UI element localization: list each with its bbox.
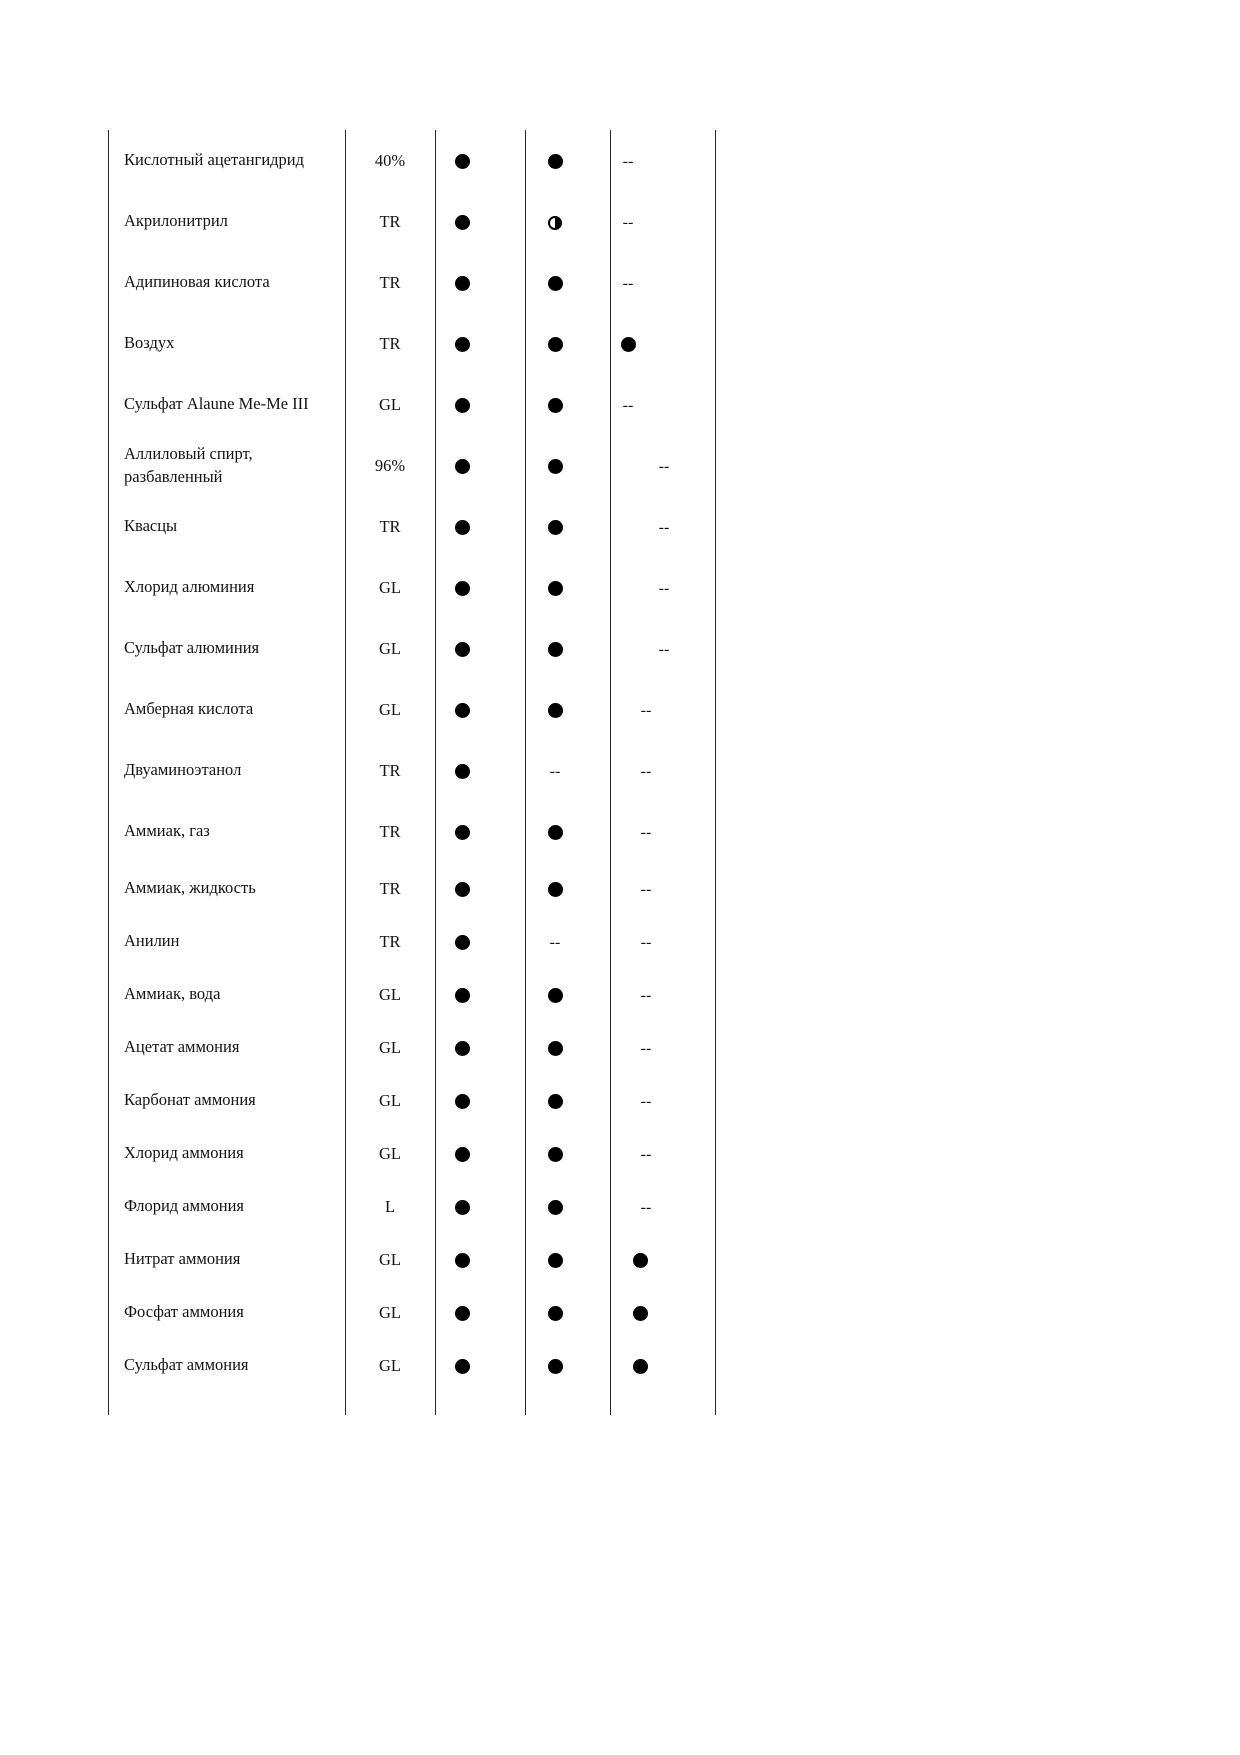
filled-circle-icon <box>548 825 563 840</box>
rating-cell <box>610 496 715 557</box>
chemical-name-cell: Сульфат Alaune Me-Me III <box>124 394 309 414</box>
filled-circle-icon <box>548 1359 563 1374</box>
filled-circle-icon <box>548 1200 563 1215</box>
concentration-cell: TR <box>379 878 401 898</box>
rating-cell <box>435 1074 525 1127</box>
rating-cell <box>525 252 610 313</box>
rating-cell <box>610 313 715 374</box>
table-row <box>108 191 715 252</box>
rating-cell <box>525 191 610 252</box>
rating-cell <box>610 801 715 862</box>
concentration-cell: GL <box>379 699 401 719</box>
chemical-name-cell: Сульфат алюминия <box>124 638 260 658</box>
rating-cell <box>435 862 525 915</box>
chemical-name-cell: Хлорид аммония <box>124 1143 244 1163</box>
rating-cell <box>610 1021 715 1074</box>
dash-value: -- <box>658 518 670 536</box>
chemical-resistance-table <box>108 130 715 1392</box>
chemical-name-cell: Воздух <box>124 333 175 353</box>
rating-cell <box>610 435 715 496</box>
dash-value: -- <box>622 152 634 170</box>
rating-cell <box>435 801 525 862</box>
table-row <box>108 915 715 968</box>
rating-cell <box>610 1286 715 1339</box>
dash-value: -- <box>658 640 670 658</box>
concentration-cell: GL <box>379 1037 401 1057</box>
chemical-name-cell: Карбонат аммония <box>124 1090 256 1110</box>
concentration-cell: GL <box>379 1090 401 1110</box>
rating-cell <box>610 1233 715 1286</box>
concentration-cell: TR <box>379 211 401 231</box>
concentration-cell: GL <box>379 1355 401 1375</box>
filled-circle-icon <box>455 398 470 413</box>
dash-value: -- <box>622 213 634 231</box>
rating-cell <box>435 374 525 435</box>
concentration-cell: GL <box>379 577 401 597</box>
rating-cell <box>525 1074 610 1127</box>
dash-value: -- <box>640 933 652 951</box>
filled-circle-icon <box>455 581 470 596</box>
concentration-cell: TR <box>379 931 401 951</box>
rating-cell <box>435 915 525 968</box>
dash-value: -- <box>622 274 634 292</box>
dash-value: -- <box>549 933 561 951</box>
filled-circle-icon <box>455 988 470 1003</box>
dash-value: -- <box>640 762 652 780</box>
filled-circle-icon <box>455 703 470 718</box>
rating-cell <box>435 313 525 374</box>
half-filled-circle-icon <box>548 216 562 230</box>
dash-value: -- <box>640 1198 652 1216</box>
chemical-name-cell: Хлорид алюминия <box>124 577 255 597</box>
rating-cell <box>435 130 525 191</box>
rating-cell <box>610 679 715 740</box>
chemical-name-cell: Акрилонитрил <box>124 211 228 231</box>
filled-circle-icon <box>548 459 563 474</box>
rating-cell <box>525 968 610 1021</box>
concentration-cell: GL <box>379 1302 401 1322</box>
dash-value: -- <box>640 701 652 719</box>
rating-cell <box>610 1074 715 1127</box>
rating-cell <box>525 496 610 557</box>
rating-cell <box>525 374 610 435</box>
rating-cell <box>610 252 715 313</box>
rating-cell <box>525 435 610 496</box>
dash-value: -- <box>640 986 652 1004</box>
filled-circle-icon <box>548 1306 563 1321</box>
table-row <box>108 1339 715 1392</box>
rating-cell <box>610 740 715 801</box>
rating-cell <box>610 618 715 679</box>
concentration-cell: GL <box>379 638 401 658</box>
concentration-cell: TR <box>379 272 401 292</box>
chemical-name-cell: Амберная кислота <box>124 699 254 719</box>
rating-cell <box>525 1339 610 1392</box>
chemical-name-cell: Аллиловый спирт, разбавленный <box>124 444 253 486</box>
filled-circle-icon <box>548 520 563 535</box>
chemical-name-cell: Кислотный ацетангидрид <box>124 150 305 170</box>
concentration-cell: 40% <box>374 150 406 170</box>
chemical-name-cell: Нитрат аммония <box>124 1249 241 1269</box>
dash-value: -- <box>640 1039 652 1057</box>
rating-cell <box>435 618 525 679</box>
concentration-cell: GL <box>379 1249 401 1269</box>
filled-circle-icon <box>455 520 470 535</box>
rating-cell <box>610 862 715 915</box>
filled-circle-icon <box>548 703 563 718</box>
table-row <box>108 1021 715 1074</box>
rating-cell <box>610 1180 715 1233</box>
filled-circle-icon <box>548 337 563 352</box>
concentration-cell: L <box>384 1196 396 1216</box>
rating-cell <box>525 557 610 618</box>
rating-cell <box>525 862 610 915</box>
table-row <box>108 1074 715 1127</box>
rating-cell <box>435 496 525 557</box>
table-row <box>108 252 715 313</box>
dash-value: -- <box>658 457 670 475</box>
rating-cell <box>525 1021 610 1074</box>
rating-cell <box>610 374 715 435</box>
rating-cell <box>435 252 525 313</box>
table-row <box>108 801 715 862</box>
chemical-name-cell: Аммиак, жидкость <box>124 878 256 898</box>
concentration-cell: TR <box>379 821 401 841</box>
filled-circle-icon <box>455 825 470 840</box>
rating-cell <box>610 915 715 968</box>
filled-circle-icon <box>455 882 470 897</box>
filled-circle-icon <box>548 1253 563 1268</box>
filled-circle-icon <box>455 1147 470 1162</box>
filled-circle-icon <box>455 1306 470 1321</box>
rating-cell <box>525 1286 610 1339</box>
dash-value: -- <box>640 880 652 898</box>
chemical-name-cell: Ацетат аммония <box>124 1037 240 1057</box>
chemical-name-cell: Аммиак, вода <box>124 984 221 1004</box>
rating-cell <box>435 1339 525 1392</box>
rating-cell <box>435 1021 525 1074</box>
rating-cell <box>525 801 610 862</box>
dash-value: -- <box>549 762 561 780</box>
filled-circle-icon <box>455 1253 470 1268</box>
table-row <box>108 862 715 915</box>
table-row <box>108 1233 715 1286</box>
dash-value: -- <box>640 1092 652 1110</box>
rating-cell <box>525 1127 610 1180</box>
rating-cell <box>525 679 610 740</box>
filled-circle-icon <box>455 1094 470 1109</box>
concentration-cell: TR <box>379 333 401 353</box>
table-row <box>108 313 715 374</box>
concentration-cell: TR <box>379 516 401 536</box>
filled-circle-icon <box>455 215 470 230</box>
filled-circle-icon <box>455 337 470 352</box>
chemical-name-cell: Аммиак, газ <box>124 821 210 841</box>
filled-circle-icon <box>548 1147 563 1162</box>
filled-circle-icon <box>548 988 563 1003</box>
rating-cell <box>610 968 715 1021</box>
dash-value: -- <box>622 396 634 414</box>
rating-cell <box>610 557 715 618</box>
rating-cell <box>435 191 525 252</box>
chemical-name-cell: Двуаминоэтанол <box>124 760 242 780</box>
rating-cell <box>435 557 525 618</box>
rating-cell <box>435 1180 525 1233</box>
rating-cell <box>525 313 610 374</box>
dash-value: -- <box>640 1145 652 1163</box>
table-row <box>108 374 715 435</box>
filled-circle-icon <box>548 882 563 897</box>
chemical-name-cell: Анилин <box>124 931 180 951</box>
filled-circle-icon <box>455 1359 470 1374</box>
table-row <box>108 496 715 557</box>
chemical-name-cell: Сульфат аммония <box>124 1355 249 1375</box>
table-row <box>108 968 715 1021</box>
filled-circle-icon <box>455 276 470 291</box>
table-row <box>108 740 715 801</box>
rating-cell <box>435 1127 525 1180</box>
rating-cell <box>525 130 610 191</box>
filled-circle-icon <box>455 764 470 779</box>
table-row <box>108 130 715 191</box>
filled-circle-icon <box>455 935 470 950</box>
rating-cell <box>610 1127 715 1180</box>
rating-cell <box>435 679 525 740</box>
dash-value: -- <box>640 823 652 841</box>
filled-circle-icon <box>548 581 563 596</box>
filled-circle-icon <box>548 398 563 413</box>
filled-circle-icon <box>455 1041 470 1056</box>
concentration-cell: GL <box>379 1143 401 1163</box>
rating-cell <box>435 1286 525 1339</box>
rating-cell <box>435 968 525 1021</box>
table-row <box>108 557 715 618</box>
filled-circle-icon <box>455 459 470 474</box>
table-row <box>108 1180 715 1233</box>
filled-circle-icon <box>621 337 636 352</box>
filled-circle-icon <box>455 642 470 657</box>
table-row <box>108 1127 715 1180</box>
chemical-name-cell: Фосфат аммония <box>124 1302 244 1322</box>
table-row <box>108 435 715 496</box>
concentration-cell: GL <box>379 984 401 1004</box>
table-body <box>108 130 715 1392</box>
rating-cell <box>610 130 715 191</box>
concentration-cell: GL <box>379 394 401 414</box>
filled-circle-icon <box>548 154 563 169</box>
filled-circle-icon <box>548 276 563 291</box>
filled-circle-icon <box>633 1253 648 1268</box>
dash-value: -- <box>658 579 670 597</box>
rating-cell <box>435 435 525 496</box>
chemical-name-cell: Квасцы <box>124 516 178 536</box>
table-row <box>108 618 715 679</box>
filled-circle-icon <box>548 642 563 657</box>
concentration-cell: 96% <box>374 455 406 475</box>
rating-cell <box>525 740 610 801</box>
filled-circle-icon <box>455 154 470 169</box>
filled-circle-icon <box>455 1200 470 1215</box>
table-border-right <box>715 130 716 1415</box>
rating-cell <box>435 1233 525 1286</box>
filled-circle-icon <box>633 1359 648 1374</box>
rating-cell <box>525 1233 610 1286</box>
filled-circle-icon <box>548 1041 563 1056</box>
rating-cell <box>435 740 525 801</box>
chemical-name-cell: Адипиновая кислота <box>124 272 270 292</box>
table-row <box>108 679 715 740</box>
rating-cell <box>525 618 610 679</box>
table-row <box>108 1286 715 1339</box>
chemical-name-cell: Флорид аммония <box>124 1196 245 1216</box>
rating-cell <box>525 1180 610 1233</box>
concentration-cell: TR <box>379 760 401 780</box>
rating-cell <box>610 1339 715 1392</box>
filled-circle-icon <box>548 1094 563 1109</box>
rating-cell <box>525 915 610 968</box>
rating-cell <box>610 191 715 252</box>
filled-circle-icon <box>633 1306 648 1321</box>
